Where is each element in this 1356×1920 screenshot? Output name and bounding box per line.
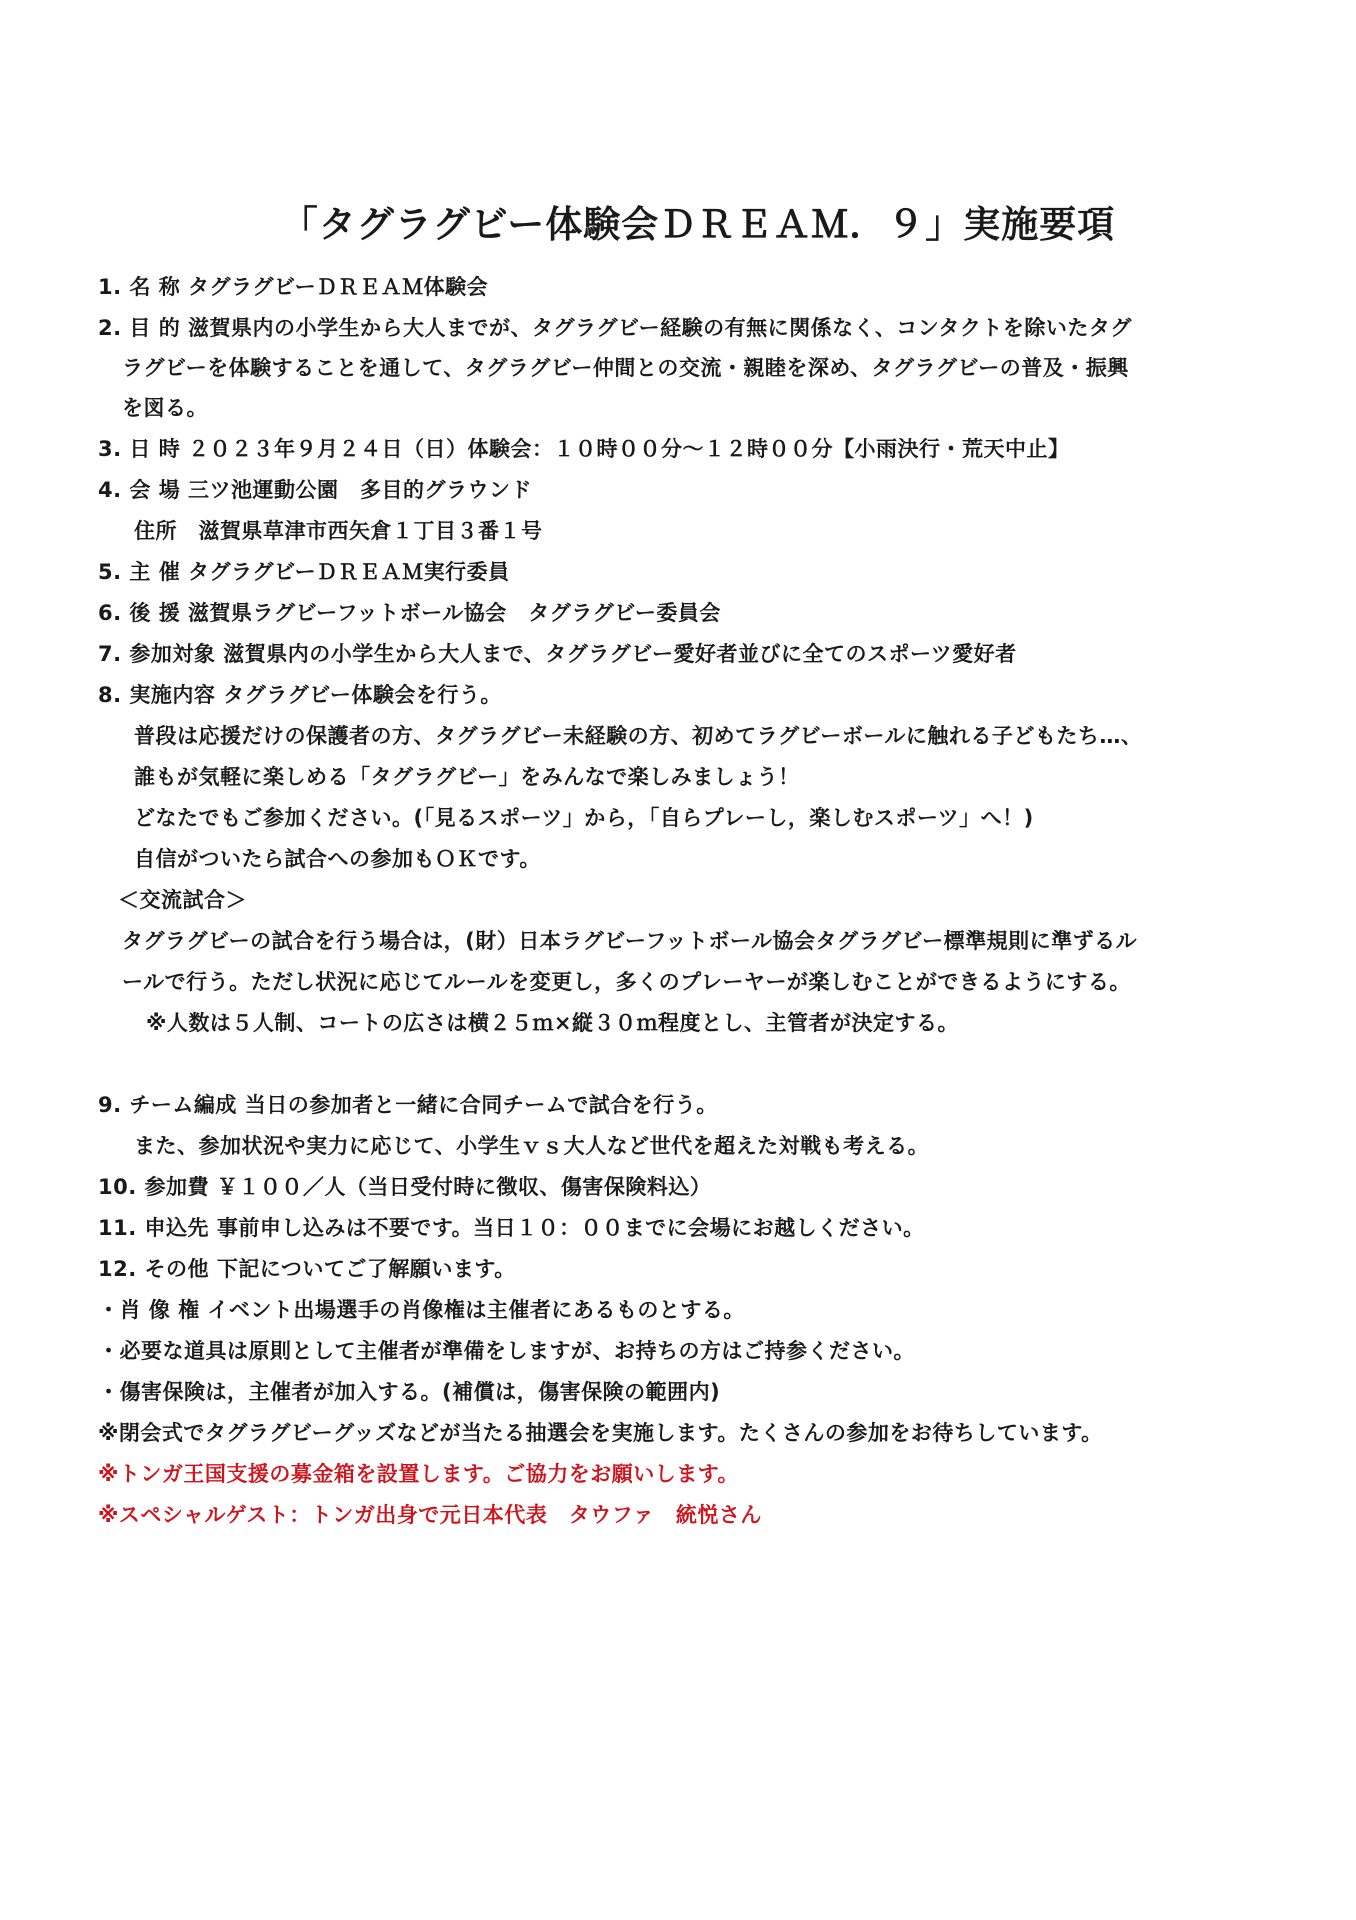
note-insurance: ・傷害保険は，主催者が加入する。(補償は，傷害保険の範囲内)	[98, 1380, 721, 1404]
item-support: 6. 後 援 滋賀県ラグビーフットボール協会 タグラグビー委員会	[98, 601, 721, 625]
page-title: 「タグラグビー体験会ＤＲＥＡＭ．９」実施要項	[280, 203, 1116, 246]
item-address: 住所 滋賀県草津市西矢倉１丁目３番１号	[134, 519, 543, 543]
item-purpose: 2. 目 的 滋賀県内の小学生から大人までが、タグラグビー経験の有無に関係なく、コンタクトを除いたタグ	[98, 316, 1132, 340]
item-datetime: 3. 日 時 ２０２３年９月２４日（日）体験会：１０時００分～１２時００分【小雨決行・荒天中止】	[98, 437, 1070, 461]
item-application: 11. 申込先 事前申し込みは不要です。当日１０：００までに会場にお越しください。	[98, 1216, 925, 1240]
content-text-3: どなたでもご参加ください。(「見るスポーツ」から，「自らプレーし，楽しむスポーツ」へ！)	[134, 806, 1034, 830]
note-lottery: ※閉会式でタグラグビーグッズなどが当たる抽選会を実施します。たくさんの参加をお待ちしています。	[98, 1421, 1103, 1445]
content-text-4: 自信がついたら試合への参加もＯＫです。	[134, 847, 541, 871]
item-purpose-cont-2: を図る。	[122, 396, 208, 420]
content-text-1: 普段は応援だけの保護者の方、タグラグビー未経験の方、初めてラグビーボールに触れる子どもたち…、	[134, 724, 1143, 748]
item-team-cont: また、参加状況や実力に応じて、小学生ｖｓ大人など世代を超えた対戦も考える。	[134, 1134, 930, 1158]
item-venue: 4. 会 場 三ツ池運動公園 多目的グラウンド	[98, 478, 533, 502]
content-text-2: 誰もが気軽に楽しめる「タグラグビー」をみんなで楽しみましょう！	[134, 765, 800, 789]
note-equipment: ・必要な道具は原則として主催者が準備をしますが、お持ちの方はご持参ください。	[98, 1339, 915, 1363]
item-fee: 10. 参加費 ￥１００／人（当日受付時に徴収、傷害保険料込）	[98, 1175, 712, 1199]
note-special-guest: ※スペシャルゲスト：トンガ出身で元日本代表 タウファ 統悦さん	[98, 1503, 762, 1527]
exchange-match-text-2: ールで行う。ただし状況に応じてルールを変更し，多くのプレーヤーが楽しむことができるようにする。	[122, 970, 1131, 994]
item-name: 1. 名 称 タグラグビーＤＲＥＡＭ体験会	[98, 275, 489, 299]
note-portrait-rights: ・肖 像 権 イベント出場選手の肖像権は主催者にあるものとする。	[98, 1298, 745, 1322]
item-other: 12. その他 下記についてご了解願います。	[98, 1257, 516, 1281]
note-donation: ※トンガ王国支援の募金箱を設置します。ご協力をお願いします。	[98, 1462, 740, 1486]
item-content: 8. 実施内容 タグラグビー体験会を行う。	[98, 683, 502, 707]
exchange-match-text-1: タグラグビーの試合を行う場合は，(財）日本ラグビーフットボール協会タグラグビー標準規則に準ずるル	[122, 929, 1138, 953]
exchange-match-heading: ＜交流試合＞	[118, 888, 247, 912]
item-purpose-cont-1: ラグビーを体験することを通して、タグラグビー仲間との交流・親睦を深め、タグラグビーの普及・振興	[122, 356, 1129, 380]
exchange-match-note: ※人数は５人制、コートの広さは横２５ｍ×縦３０ｍ程度とし、主管者が決定する。	[146, 1011, 960, 1035]
item-team: 9. チーム編成 当日の参加者と一緒に合同チームで試合を行う。	[98, 1093, 718, 1117]
item-organizer: 5. 主 催 タグラグビーＤＲＥＡＭ実行委員	[98, 560, 510, 584]
item-target: 7. 参加対象 滋賀県内の小学生から大人まで、タグラグビー愛好者並びに全てのスポーツ愛好者	[98, 642, 1017, 666]
